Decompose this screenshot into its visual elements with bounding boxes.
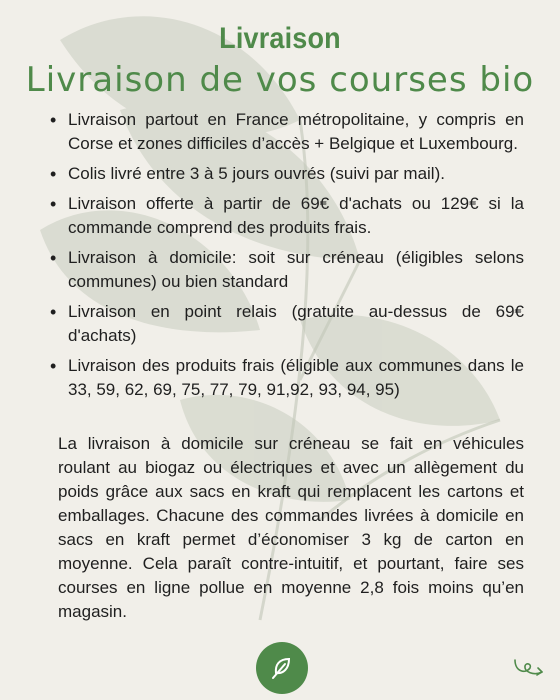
list-item: • Livraison à domicile: soit sur créneau (éligibles selons communes) ou bien standard [48, 246, 524, 294]
curly-arrow-icon[interactable] [512, 654, 546, 682]
leaf-icon [267, 653, 297, 683]
page-title: Livraison [219, 22, 341, 55]
list-item: • Livraison partout en France métropolitaine, y compris en Corse et zones difficiles d’accès + Belgique et Luxembourg. [48, 108, 524, 156]
list-item: • Livraison offerte à partir de 69€ d'achats ou 129€ si la commande comprend des produits frais. [48, 192, 524, 240]
list-item: • Colis livré entre 3 à 5 jours ouvrés (suivi par mail). [48, 162, 524, 186]
list-item: • Livraison des produits frais (éligible aux communes dans le 33, 59, 62, 69, 75, 77, 79, 91,92, 93, 94, 95) [48, 354, 524, 402]
delivery-info-list [48, 108, 524, 408]
page-subtitle: Livraison de vos courses bio [25, 60, 535, 100]
description-paragraph: La livraison à domicile sur créneau se fait en véhicules roulant au biogaz ou électriques et avec un allègement du poids grâce aux sacs en kraft qui remplacent les cartons et emballages. Chacune des commandes livrées à domicile en sacs en kraft permet d’économiser 3 kg de carton en moyenne. Cela paraît contre-intuitif, et pourtant, faire ses courses en ligne pollue en moyenne 2,8 fois moins qu’en magasin. [58, 434, 524, 621]
leaf-badge [256, 642, 308, 694]
list-item: • Livraison en point relais (gratuite au-dessus de 69€ d'achats) [48, 300, 524, 348]
